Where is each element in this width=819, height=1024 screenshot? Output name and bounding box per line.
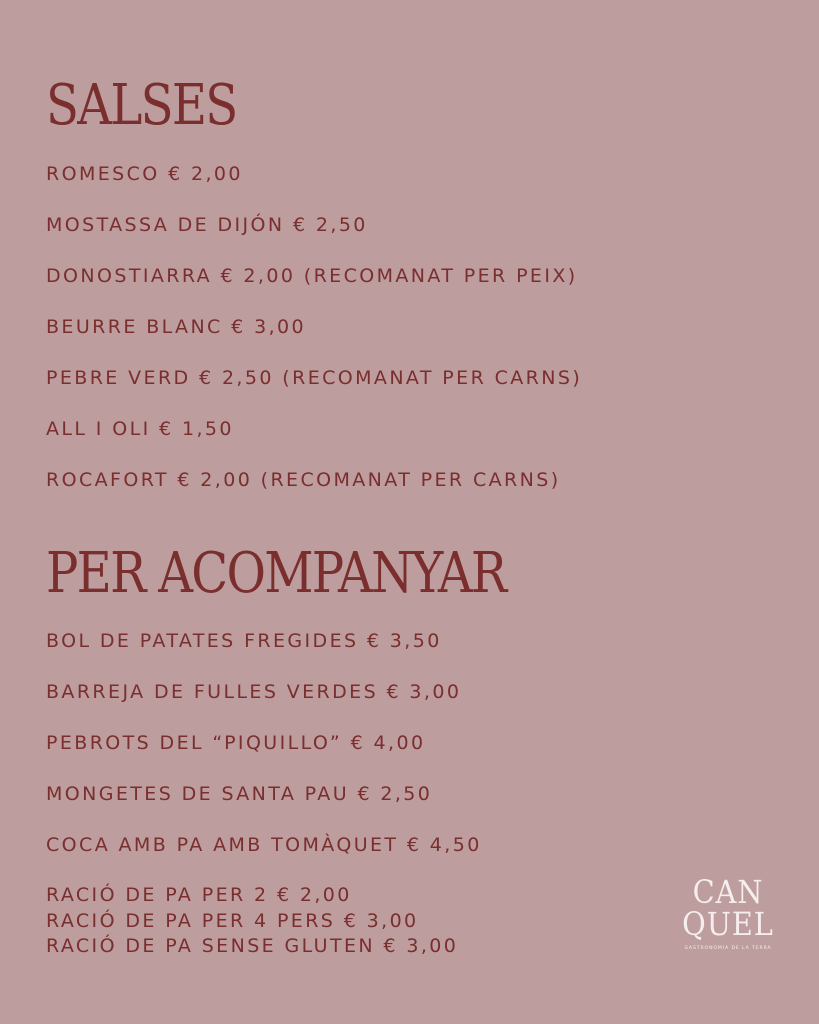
- salsa-item-rocafort: ROCAFORT € 2,00 (RECOMANAT PER CARNS): [46, 469, 561, 491]
- side-item-pa-2: RACIÓ DE PA PER 2 € 2,00: [46, 884, 352, 906]
- salses-heading: SALSES: [46, 73, 237, 138]
- salsa-item-donostiarra: DONOSTIARRA € 2,00 (RECOMANAT PER PEIX): [46, 265, 578, 287]
- salsa-item-all-i-oli: ALL I OLI € 1,50: [46, 418, 234, 440]
- acompanyar-heading: PER ACOMPANYAR: [46, 541, 506, 606]
- side-item-pebrots: PEBROTS DEL “PIQUILLO” € 4,00: [46, 732, 426, 754]
- side-item-coca: COCA AMB PA AMB TOMÀQUET € 4,50: [46, 834, 482, 856]
- salsa-item-romesco: ROMESCO € 2,00: [46, 163, 243, 185]
- side-item-pa-4: RACIÓ DE PA PER 4 PERS € 3,00: [46, 910, 419, 932]
- salsa-item-pebre-verd: PEBRE VERD € 2,50 (RECOMANAT PER CARNS): [46, 367, 583, 389]
- side-item-fulles-verdes: BARREJA DE FULLES VERDES € 3,00: [46, 681, 462, 703]
- side-item-patates: BOL DE PATATES FREGIDES € 3,50: [46, 630, 442, 652]
- can-quel-logo: [672, 873, 784, 951]
- side-item-pa-sense-gluten: RACIÓ DE PA SENSE GLUTEN € 3,00: [46, 935, 459, 957]
- side-item-mongetes: MONGETES DE SANTA PAU € 2,50: [46, 783, 433, 805]
- salsa-item-mostassa: MOSTASSA DE DIJÓN € 2,50: [46, 214, 368, 236]
- logo-tagline: GASTRONOMIA DE LA TERRA: [684, 946, 772, 951]
- salsa-item-beurre-blanc: BEURRE BLANC € 3,00: [46, 316, 306, 338]
- logo-line-can: CAN: [692, 873, 764, 911]
- logo-line-quel: QUEL: [682, 905, 774, 943]
